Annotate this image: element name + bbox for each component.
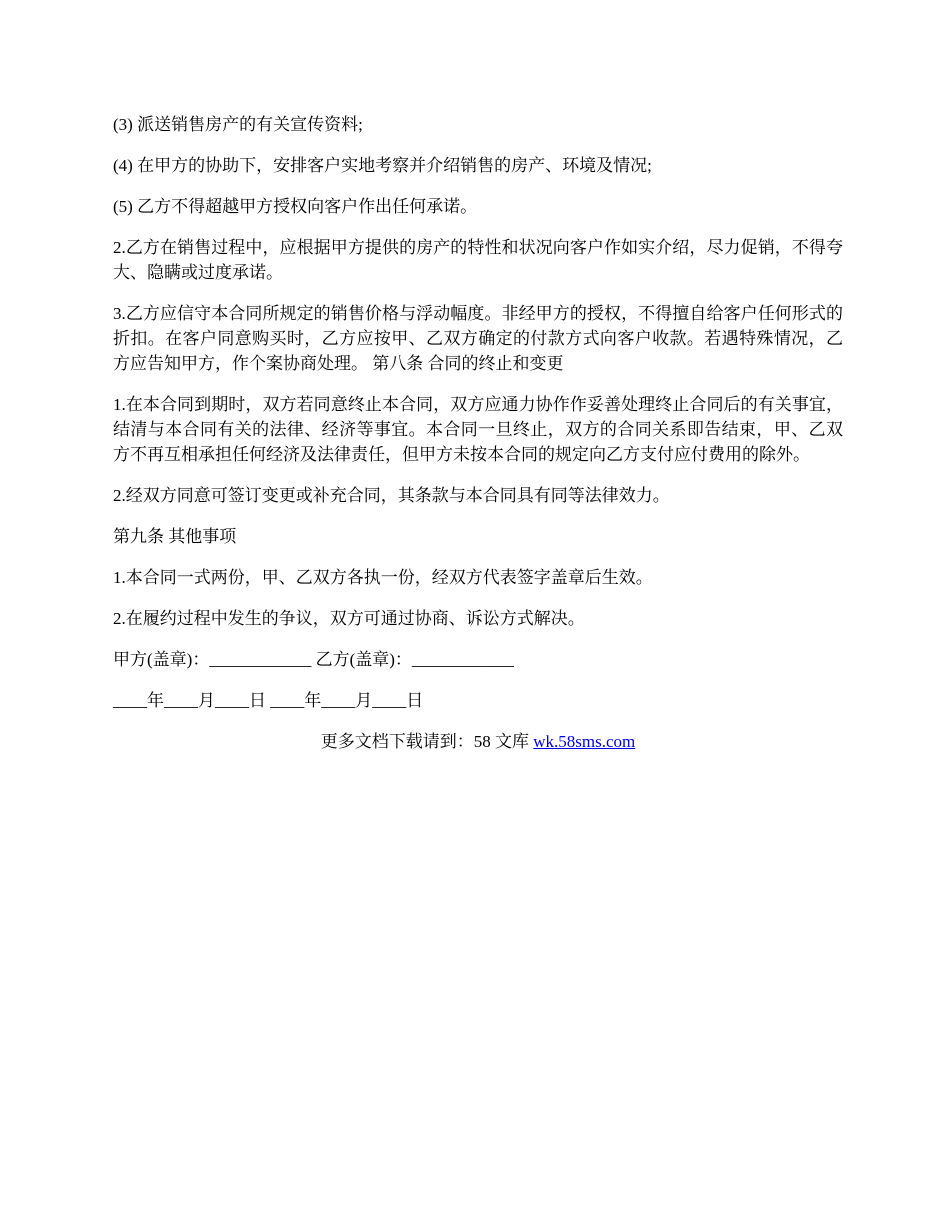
paragraph-termination-1: 1.在本合同到期时，双方若同意终止本合同，双方应通力协作作妥善处理终止合同后的有关事宜，结清与本合同有关的法律、经济等事宜。本合同一旦终止，双方的合同关系即告结束，甲、乙双方不再互相承担任何经济及法律责任，但甲方未按本合同的规定向乙方支付应付费用的除外。	[113, 395, 843, 464]
paragraph-other-1: 1.本合同一式两份，甲、乙双方各执一份，经双方代表签字盖章后生效。	[113, 568, 653, 587]
paragraph-item-5: (5) 乙方不得超越甲方授权向客户作出任何承诺。	[113, 197, 478, 216]
footer-text: 更多文档下载请到：58 文库	[320, 732, 534, 751]
paragraph-clause-2: 2.乙方在销售过程中，应根据甲方提供的房产的特性和状况向客户作如实介绍，尽力促销，不得夸大、隐瞒或过度承诺。	[113, 238, 843, 282]
paragraph-other-2: 2.在履约过程中发生的争议，双方可通过协商、诉讼方式解决。	[113, 609, 585, 628]
section-heading-article-9: 第九条 其他事项	[113, 527, 237, 546]
paragraph-termination-2: 2.经双方同意可签订变更或补充合同，其条款与本合同具有同等法律效力。	[113, 486, 670, 505]
paragraph-item-3: (3) 派送销售房产的有关宣传资料;	[113, 115, 363, 134]
footer-link[interactable]: wk.58sms.com	[533, 732, 636, 751]
paragraph-clause-3: 3.乙方应信守本合同所规定的销售价格与浮动幅度。非经甲方的授权，不得擅自给客户任何形式的折扣。在客户同意购买时，乙方应按甲、乙双方确定的付款方式向客户收款。若遇特殊情况，乙方应告知甲方，作个案协商处理。 第八条 合同的终止和变更	[113, 304, 843, 373]
document-page	[113, 112, 843, 754]
footer-note	[113, 729, 843, 754]
date-line: ____年____月____日 ____年____月____日	[113, 691, 424, 710]
signature-line: 甲方(盖章)：____________ 乙方(盖章)：____________	[113, 650, 514, 669]
paragraph-item-4: (4) 在甲方的协助下，安排客户实地考察并介绍销售的房产、环境及情况;	[113, 156, 652, 175]
